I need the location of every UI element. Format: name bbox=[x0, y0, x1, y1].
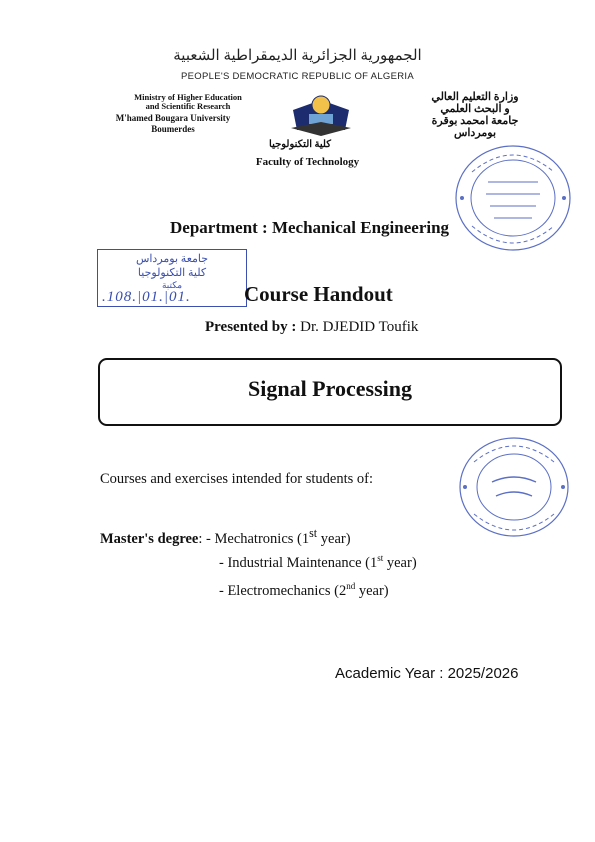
program2-name: - Industrial Maintenance (1 bbox=[219, 554, 378, 571]
presented-label: Presented by : bbox=[205, 319, 297, 335]
faculty-arabic: كلية التكنولوجيا bbox=[269, 139, 331, 150]
masters-degree-label: Master's degree bbox=[100, 530, 199, 547]
program1-sup: st bbox=[309, 526, 318, 540]
ministry-arabic-line2: و البحث العلمي bbox=[440, 103, 510, 115]
course-title: Signal Processing bbox=[247, 376, 412, 401]
masters-degree-sep: : bbox=[198, 530, 207, 547]
department-title: Department : Mechanical Engineering bbox=[170, 218, 450, 237]
ministry-english-line1: Ministry of Higher Education bbox=[134, 92, 242, 102]
library-stamp-line2: كلية التكنولوجيا bbox=[137, 267, 207, 279]
library-stamp-number: .108.|01.|01. bbox=[102, 289, 191, 305]
header-english-title: PEOPLE'S DEMOCRATIC REPUBLIC OF ALGERIA bbox=[181, 71, 414, 82]
program3-tail: year) bbox=[355, 582, 389, 599]
intended-text: Courses and exercises intended for students of: bbox=[100, 471, 374, 487]
faculty-round-stamp bbox=[452, 142, 574, 254]
course-handout-heading: Course Handout bbox=[244, 282, 393, 306]
presenter-name: Dr. DJEDID Toufik bbox=[296, 319, 419, 335]
program2-tail: year) bbox=[383, 554, 417, 571]
ministry-arabic-line1: وزارة التعليم العالي bbox=[431, 91, 519, 103]
program-electromechanics bbox=[219, 581, 389, 600]
program1-tail: year) bbox=[317, 530, 351, 547]
university-arabic-line2: بومرداس bbox=[453, 127, 497, 139]
course-title-box bbox=[98, 358, 562, 426]
ministry-english-line2: and Scientific Research bbox=[145, 101, 231, 111]
library-stamp-line3: مكتبة bbox=[161, 280, 183, 290]
academic-year: Academic Year : 2025/2026 bbox=[335, 665, 519, 682]
university-arabic-line1: جامعة امحمد بوقرة bbox=[431, 115, 519, 127]
masters-degree-line bbox=[100, 526, 351, 548]
header-arabic-title: الجمهورية الجزائرية الديمقراطية الشعبية bbox=[173, 48, 422, 64]
university-english-line2: Boumerdes bbox=[151, 124, 195, 134]
program1-name: - Mechatronics (1 bbox=[206, 530, 310, 547]
library-stamp-line1: جامعة بومرداس bbox=[135, 253, 209, 265]
presented-by bbox=[205, 319, 418, 336]
ministry-english bbox=[108, 93, 268, 111]
program3-name: - Electromechanics (2 bbox=[219, 582, 347, 599]
program3-sup: nd bbox=[346, 581, 356, 591]
program-industrial-maintenance bbox=[219, 553, 417, 572]
library-stamp bbox=[97, 249, 247, 307]
university-english bbox=[108, 113, 238, 135]
university-logo bbox=[289, 90, 353, 138]
faculty-english: Faculty of Technology bbox=[255, 156, 360, 168]
university-arabic bbox=[400, 115, 550, 139]
program2-sup: st bbox=[377, 553, 384, 563]
ministry-arabic bbox=[400, 91, 550, 115]
library-round-stamp bbox=[456, 434, 572, 540]
program-mechatronics bbox=[206, 526, 351, 547]
university-english-line1: M'hamed Bougara University bbox=[115, 113, 231, 123]
